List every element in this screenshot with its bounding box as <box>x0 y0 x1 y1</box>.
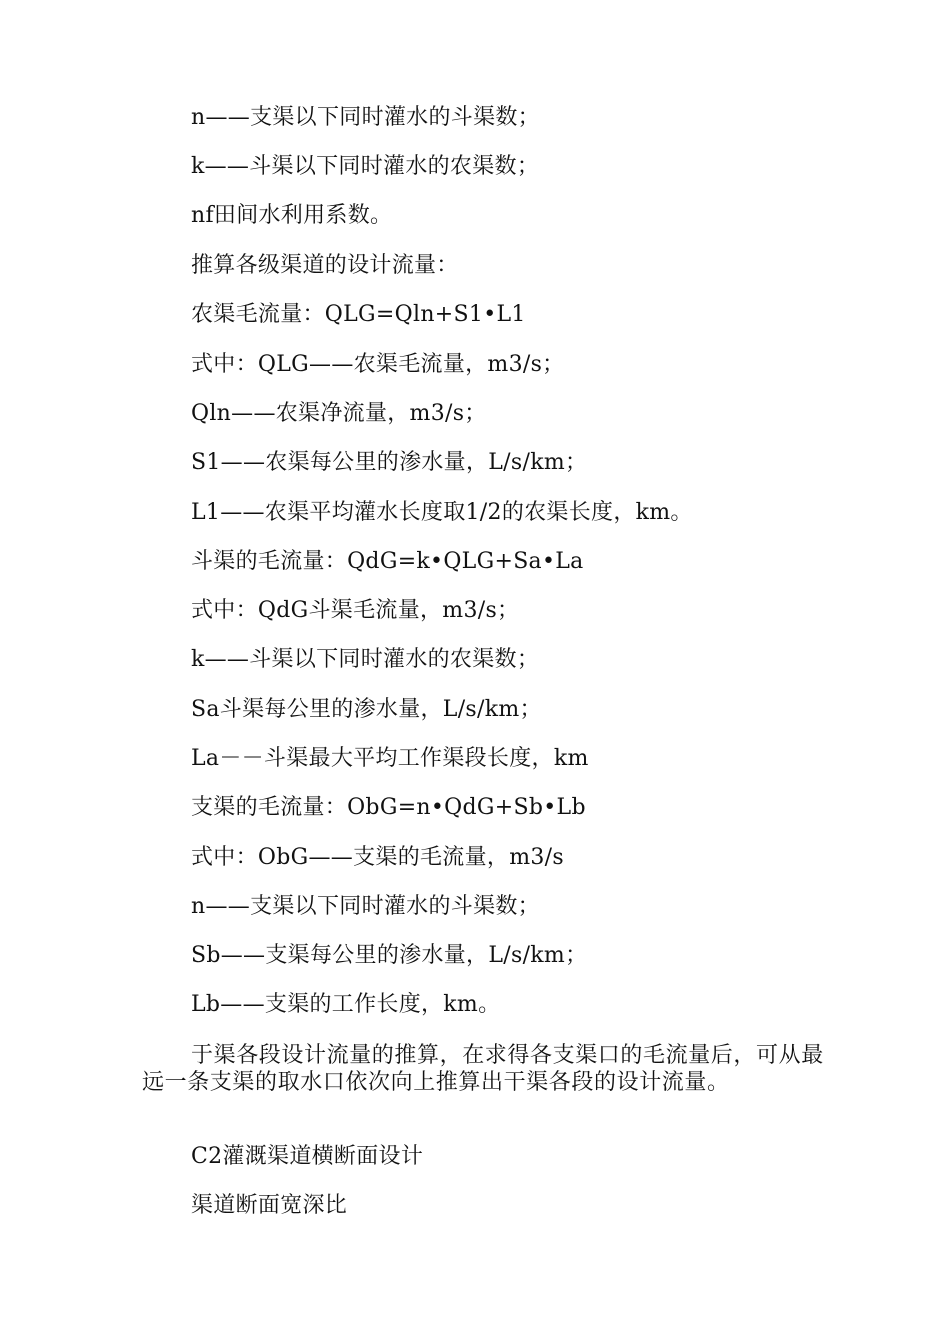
subsection-heading: 渠道断面宽深比 <box>191 1193 348 1218</box>
text-line: k——斗渠以下同时灌水的农渠数； <box>191 154 540 179</box>
text-line: Qln——农渠净流量，m3/s； <box>191 401 487 426</box>
text-line: S1——农渠每公里的渗水量，L/s/km； <box>191 450 588 475</box>
text-line: nf田间水利用系数。 <box>191 203 393 228</box>
text-line: 式中：QdG斗渠毛流量，m3/s； <box>191 598 520 623</box>
body-paragraph: 于渠各段设计流量的推算，在求得各支渠口的毛流量后，可从最远一条支渠的取水口依次向上推算出干渠各段的设计流量。 <box>142 1043 824 1095</box>
text-line: La－－斗渠最大平均工作渠段长度，km <box>191 746 589 771</box>
text-line: L1——农渠平均灌水长度取1/2的农渠长度，km。 <box>191 500 693 525</box>
text-line: n——支渠以下同时灌水的斗渠数； <box>191 105 540 130</box>
text-line: 式中：QLG——农渠毛流量，m3/s； <box>191 352 565 377</box>
text-line: Sb——支渠每公里的渗水量，L/s/km； <box>191 943 588 968</box>
text-line: Sa斗渠每公里的渗水量，L/s/km； <box>191 697 542 722</box>
section-heading: C2灌溉渠道横断面设计 <box>191 1144 424 1169</box>
text-line: k——斗渠以下同时灌水的农渠数； <box>191 647 540 672</box>
formula-line: 支渠的毛流量：ObG=n•QdG+Sb•Lb <box>191 795 586 820</box>
text-line: n——支渠以下同时灌水的斗渠数； <box>191 894 540 919</box>
text-line: 式中：ObG——支渠的毛流量，m3/s <box>191 845 564 870</box>
text-line: Lb——支渠的工作长度，km。 <box>191 992 501 1017</box>
formula-line: 斗渠的毛流量：QdG=k•QLG+Sa•La <box>191 549 584 574</box>
text-line: 推算各级渠道的设计流量： <box>191 253 459 278</box>
formula-line: 农渠毛流量：QLG=Qln+S1•L1 <box>191 302 526 327</box>
